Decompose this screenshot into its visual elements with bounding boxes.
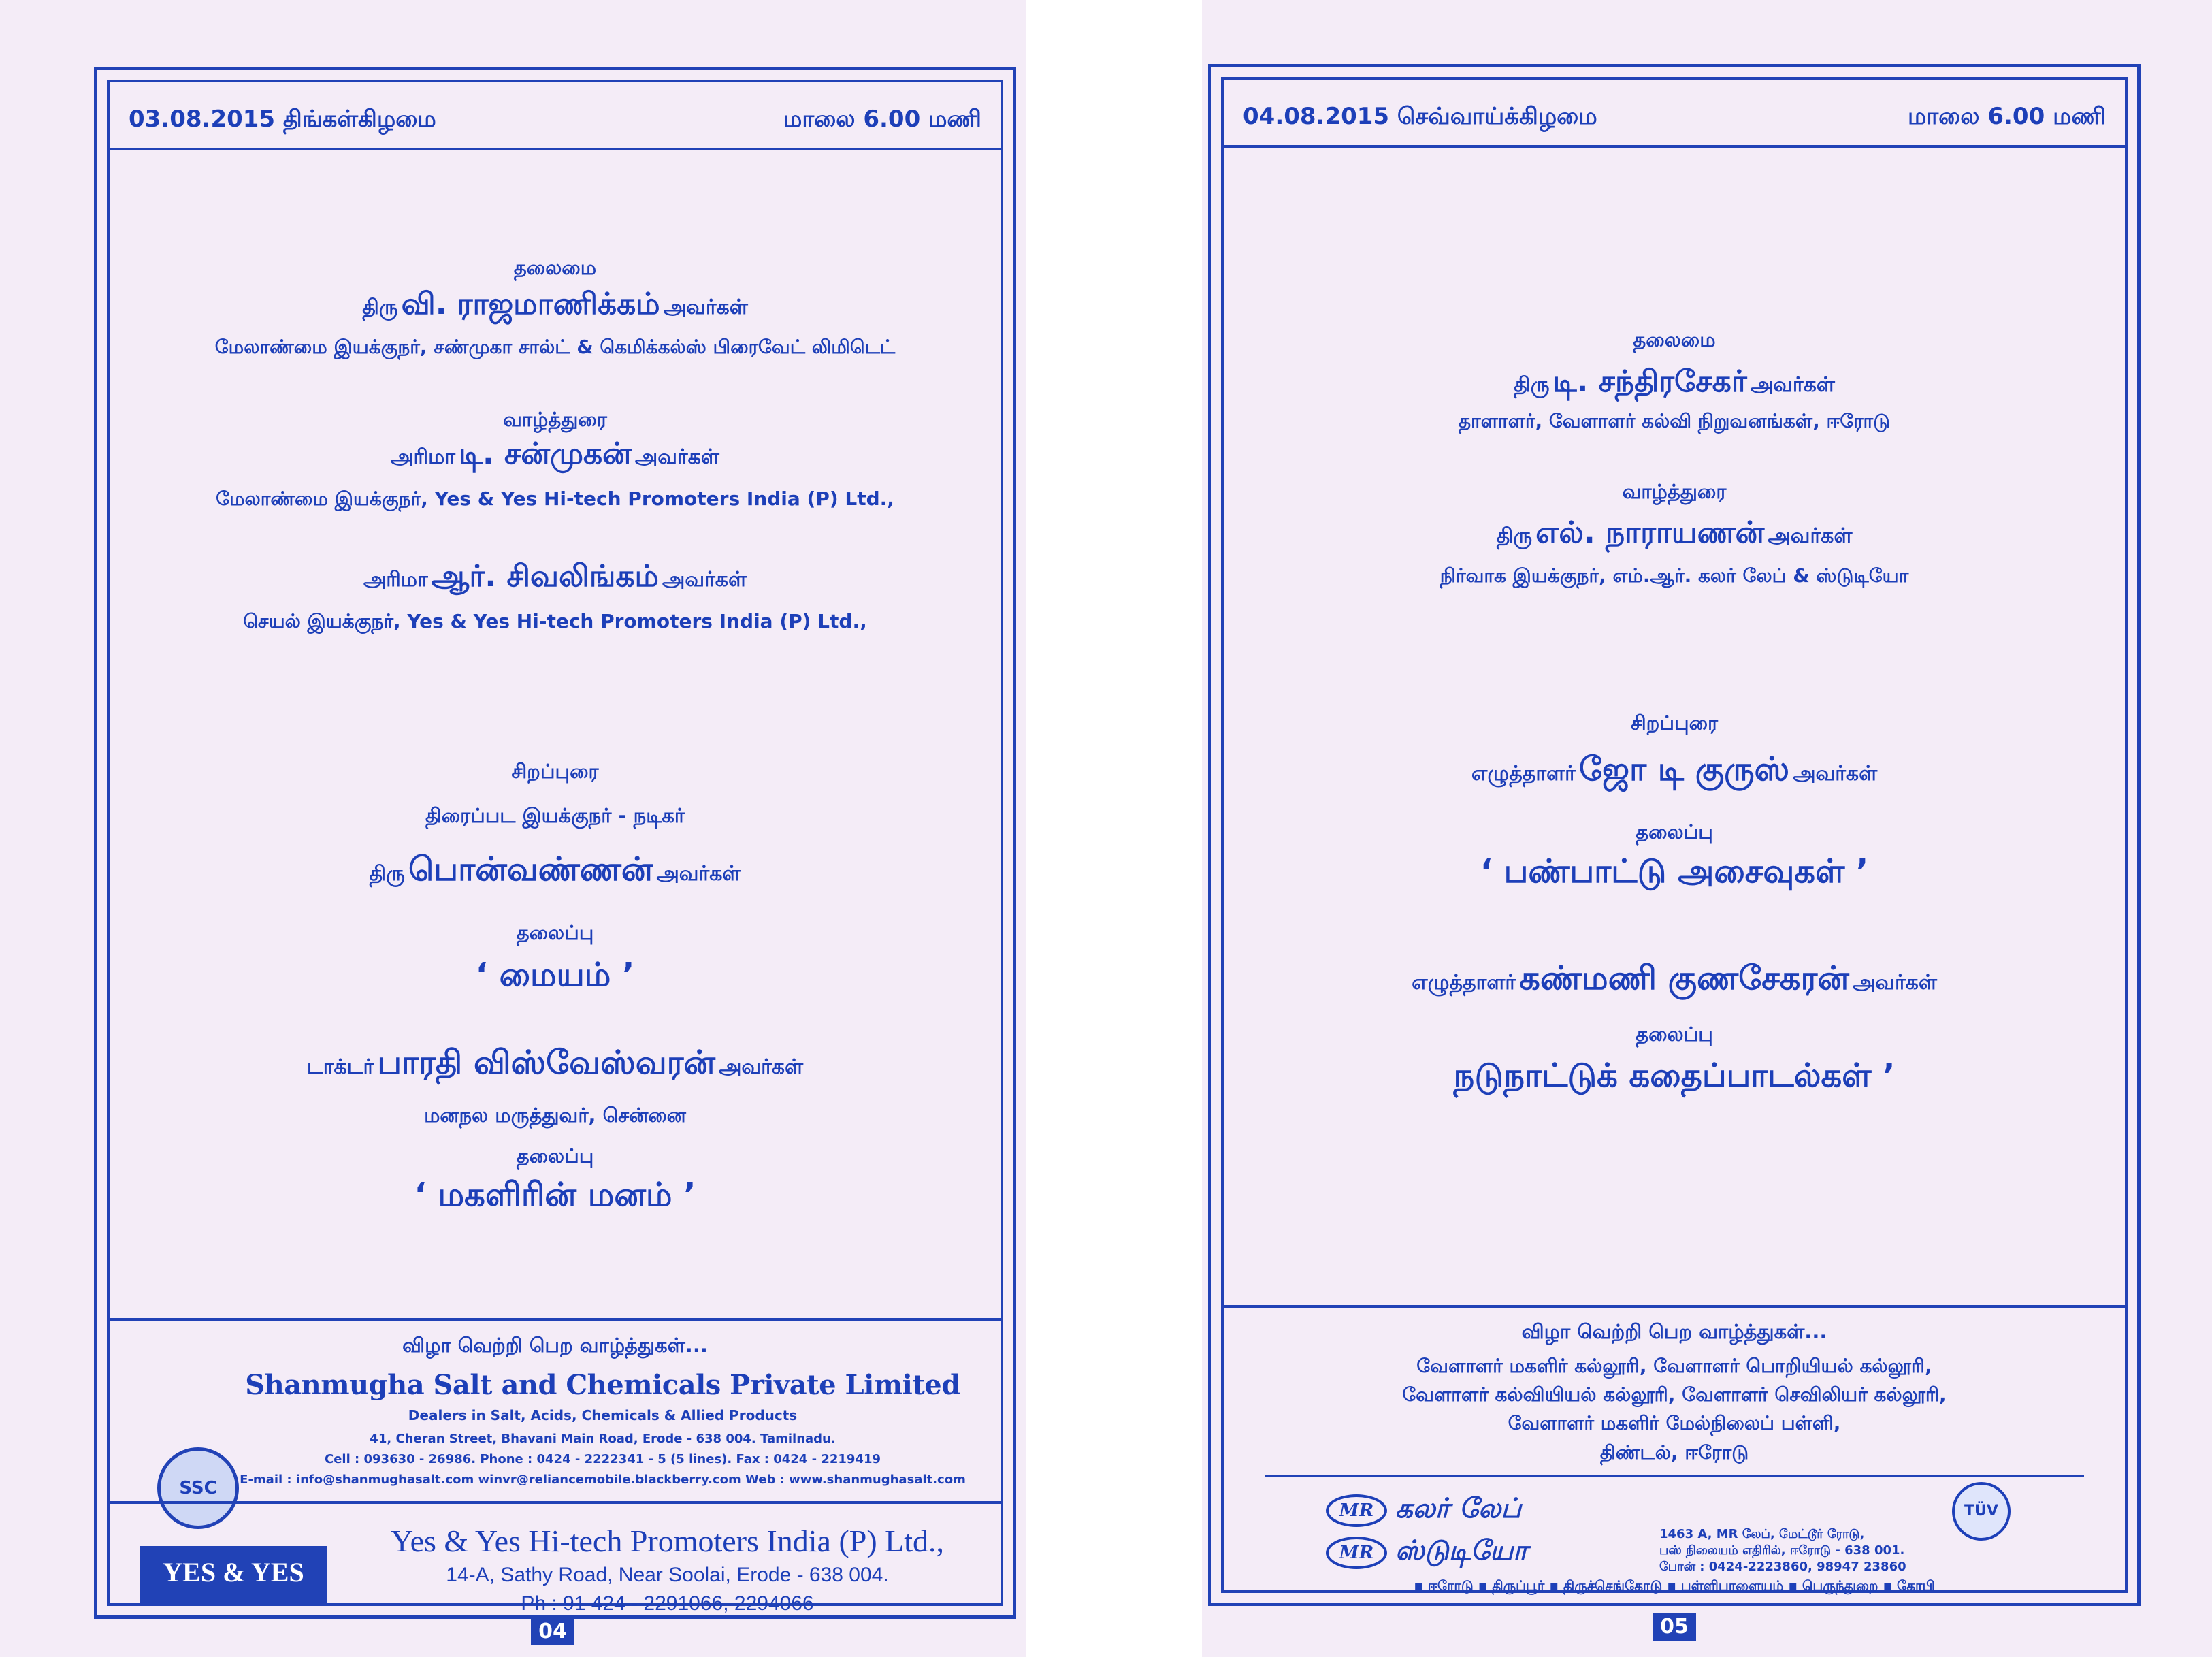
left-topic2-label: தலைப்பு bbox=[516, 1144, 594, 1168]
left-special2-prefix: டாக்டர் bbox=[306, 1055, 374, 1079]
mr-branches: ▪ ஈரோடு ▪ திருப்பூர் ▪ திருச்செங்கோடு ▪ பள்ளிபாளையம் ▪ பெருந்துறை ▪ கோபி bbox=[1414, 1577, 1935, 1594]
right-colleges-line4: திண்டல், ஈரோடு bbox=[1599, 1441, 1749, 1464]
tuv-certification-icon: TÜV bbox=[1952, 1482, 2011, 1541]
left-greet2-name: ஆர். சிவலிங்கம் bbox=[431, 559, 659, 594]
right-special1-name: ஜோ டி குருஸ் bbox=[1578, 750, 1790, 788]
left-chair-prefix: திரு bbox=[362, 295, 398, 319]
yes-and-yes-logo-icon bbox=[140, 1546, 327, 1603]
right-topic2-label: தலைப்பு bbox=[1636, 1023, 1713, 1046]
left-special-label: சிறப்புரை bbox=[511, 760, 599, 783]
right-footer-rule bbox=[1265, 1475, 2084, 1477]
left-chair-suffix: அவர்கள் bbox=[663, 295, 748, 319]
right-chair-suffix: அவர்கள் bbox=[1750, 373, 1835, 397]
right-topic1: ‘ பண்பாட்டு அசைவுகள் ’ bbox=[1480, 852, 1869, 890]
right-special2-prefix: எழுத்தாளர் bbox=[1412, 971, 1516, 995]
left-time: மாலை 6.00 மணி bbox=[783, 106, 981, 133]
right-greet-name: எல். நாராயணன் bbox=[1535, 515, 1765, 550]
right-page bbox=[1208, 64, 2141, 1606]
left-special-role: திரைப்பட இயக்குநர் - நடிகர் bbox=[425, 804, 685, 827]
mr-studio-logo-icon: MR bbox=[1326, 1537, 1387, 1569]
left-footer-divider bbox=[110, 1318, 1001, 1321]
left-greet2-prefix: அரிமா bbox=[363, 568, 428, 592]
left-special2-name: பாரதி விஸ்வேஸ்வரன் bbox=[377, 1044, 715, 1082]
right-topic-label: தலைப்பு bbox=[1636, 820, 1713, 843]
left-page bbox=[94, 67, 1016, 1619]
left-greet1-line bbox=[110, 436, 1001, 475]
right-date: 04.08.2015 செவ்வாய்க்கிழமை bbox=[1243, 103, 1597, 130]
yes-company-addr: 14-A, Sathy Road, Near Soolai, Erode - 638 004. bbox=[446, 1564, 889, 1586]
right-special1-line bbox=[1224, 750, 2125, 792]
mr-studio-text: ஸ்டுடியோ bbox=[1395, 1535, 1528, 1566]
right-greet-line bbox=[1224, 515, 2125, 554]
left-chair-desc: மேலாண்மை இயக்குநர், சண்முகா சால்ட் & கெமிக்கல்ஸ் பிரைவேட் லிமிடெட் bbox=[214, 336, 896, 358]
mr-colorlab-logo-icon: MR bbox=[1326, 1494, 1387, 1527]
left-footer-divider-2 bbox=[110, 1501, 1001, 1504]
right-special1-suffix: அவர்கள் bbox=[1793, 762, 1878, 786]
left-greet1-name: டி. சன்முகன் bbox=[459, 436, 632, 471]
left-greet2-desc: செயல் இயக்குநர், Yes & Yes Hi-tech Promoters India (P) Ltd., bbox=[243, 610, 867, 632]
left-chair-line bbox=[110, 287, 1001, 325]
right-colleges-line1: வேளாளர் மகளிர் கல்லூரி, வேளாளர் பொறியியல் கல்லூரி, bbox=[1416, 1355, 1932, 1377]
left-topic2: ‘ மகளிரின் மனம் ’ bbox=[414, 1176, 696, 1214]
right-chair-label: தலைமை bbox=[1633, 328, 1716, 351]
mr-addr-line1: 1463 A, MR லேப், மேட்டூர் ரோடு, bbox=[1659, 1527, 1865, 1541]
yes-company-name: Yes & Yes Hi-tech Promoters India (P) Ltd., bbox=[390, 1524, 945, 1558]
right-special2-name: கண்மணி குணசேகரன் bbox=[1519, 959, 1849, 997]
left-page-header bbox=[110, 82, 1001, 150]
page-gutter bbox=[1026, 0, 1202, 1657]
right-chair-desc: தாளாளர், வேளாளர் கல்வி நிறுவனங்கள், ஈரோடு bbox=[1458, 410, 1891, 432]
left-special1-line bbox=[110, 850, 1001, 892]
shanmugha-company-name: Shanmugha Salt and Chemicals Private Limited bbox=[245, 1369, 960, 1401]
mr-addr-line3: போன் : 0424-2223860, 98947 23860 bbox=[1659, 1560, 1906, 1574]
shanmugha-company-email: E-mail : info@shanmughasalt.com winvr@reliancemobile.blackberry.com Web : www.shanmughasalt.com bbox=[240, 1473, 966, 1487]
left-greet1-suffix: அவர்கள் bbox=[634, 445, 719, 469]
shanmugha-logo-text: SSC bbox=[179, 1478, 217, 1498]
left-special1-name: பொன்வண்ணன் bbox=[408, 850, 653, 888]
mr-colorlab-text: கலர் லேப் bbox=[1395, 1493, 1521, 1524]
left-greet2-line bbox=[110, 559, 1001, 598]
left-special1-suffix: அவர்கள் bbox=[656, 862, 741, 886]
right-special2-suffix: அவர்கள் bbox=[1852, 971, 1937, 995]
left-page-inner-frame bbox=[107, 80, 1003, 1615]
right-chair-name: டி. சந்திரசேகர் bbox=[1552, 364, 1747, 399]
right-chair-prefix: திரு bbox=[1514, 373, 1550, 397]
right-page-number: 05 bbox=[1653, 1613, 1696, 1641]
shanmugha-company-phone: Cell : 093630 - 26986. Phone : 0424 - 2222341 - 5 (5 lines). Fax : 0424 - 2219419 bbox=[325, 1452, 881, 1466]
right-footer-divider bbox=[1224, 1305, 2125, 1308]
right-topic2: நடுநாட்டுக் கதைப்பாடல்கள் ’ bbox=[1453, 1057, 1896, 1095]
right-page-inner-frame bbox=[1221, 77, 2128, 1593]
right-special1-prefix: எழுத்தாளர் bbox=[1471, 762, 1576, 786]
left-topic-label: தலைப்பு bbox=[516, 921, 594, 944]
shanmugha-company-sub: Dealers in Salt, Acids, Chemicals & Allied Products bbox=[408, 1407, 798, 1423]
mr-addr-line2: பஸ் நிலையம் எதிரில், ஈரோடு - 638 001. bbox=[1659, 1543, 1905, 1558]
left-chair-label: தலைமை bbox=[513, 256, 597, 279]
right-colleges-line3: வேளாளர் மகளிர் மேல்நிலைப் பள்ளி, bbox=[1508, 1412, 1841, 1434]
right-greet-label: வாழ்த்துரை bbox=[1622, 480, 1727, 503]
yes-company-phone: Ph : 91 424 - 2291066, 2294066 bbox=[521, 1592, 814, 1615]
left-topic1: ‘ மையம் ’ bbox=[475, 956, 635, 994]
left-special2-line bbox=[110, 1044, 1001, 1086]
right-chair-line bbox=[1224, 364, 2125, 403]
shanmugha-company-addr: 41, Cheran Street, Bhavani Main Road, Erode - 638 004. Tamilnadu. bbox=[370, 1432, 836, 1446]
right-greet-desc: நிர்வாக இயக்குநர், எம்.ஆர். கலர் லேப் & ஸ்டுடியோ bbox=[1440, 564, 1909, 587]
right-special2-line bbox=[1224, 959, 2125, 1001]
left-page-number: 04 bbox=[531, 1618, 574, 1645]
right-greet-prefix: திரு bbox=[1496, 524, 1532, 548]
left-special2-suffix: அவர்கள் bbox=[719, 1055, 804, 1079]
left-greet1-prefix: அரிமா bbox=[391, 445, 455, 469]
right-special-label: சிறப்புரை bbox=[1630, 711, 1719, 735]
left-greet-label: வாழ்த்துரை bbox=[503, 408, 607, 431]
left-greet1-desc: மேலாண்மை இயக்குநர், Yes & Yes Hi-tech Promoters India (P) Ltd., bbox=[216, 487, 894, 510]
right-time: மாலை 6.00 மணி bbox=[1907, 103, 2106, 130]
left-wish: விழா வெற்றி பெற வாழ்த்துகள்... bbox=[402, 1334, 708, 1357]
left-special1-prefix: திரு bbox=[369, 862, 405, 886]
yes-logo-text: YES & YES bbox=[163, 1557, 304, 1588]
left-chair-name: வி. ராஜமாணிக்கம் bbox=[401, 287, 660, 321]
right-page-header bbox=[1224, 80, 2125, 148]
right-greet-suffix: அவர்கள் bbox=[1768, 524, 1853, 548]
left-special2-desc: மனநல மருத்துவர், சென்னை bbox=[424, 1104, 686, 1127]
right-wish: விழா வெற்றி பெற வாழ்த்துகள்... bbox=[1521, 1320, 1827, 1343]
right-colleges-line2: வேளாளர் கல்வியியல் கல்லூரி, வேளாளர் செவிலியர் கல்லூரி, bbox=[1402, 1383, 1947, 1406]
left-greet2-suffix: அவர்கள் bbox=[662, 568, 747, 592]
left-date: 03.08.2015 திங்கள்கிழமை bbox=[129, 106, 436, 133]
